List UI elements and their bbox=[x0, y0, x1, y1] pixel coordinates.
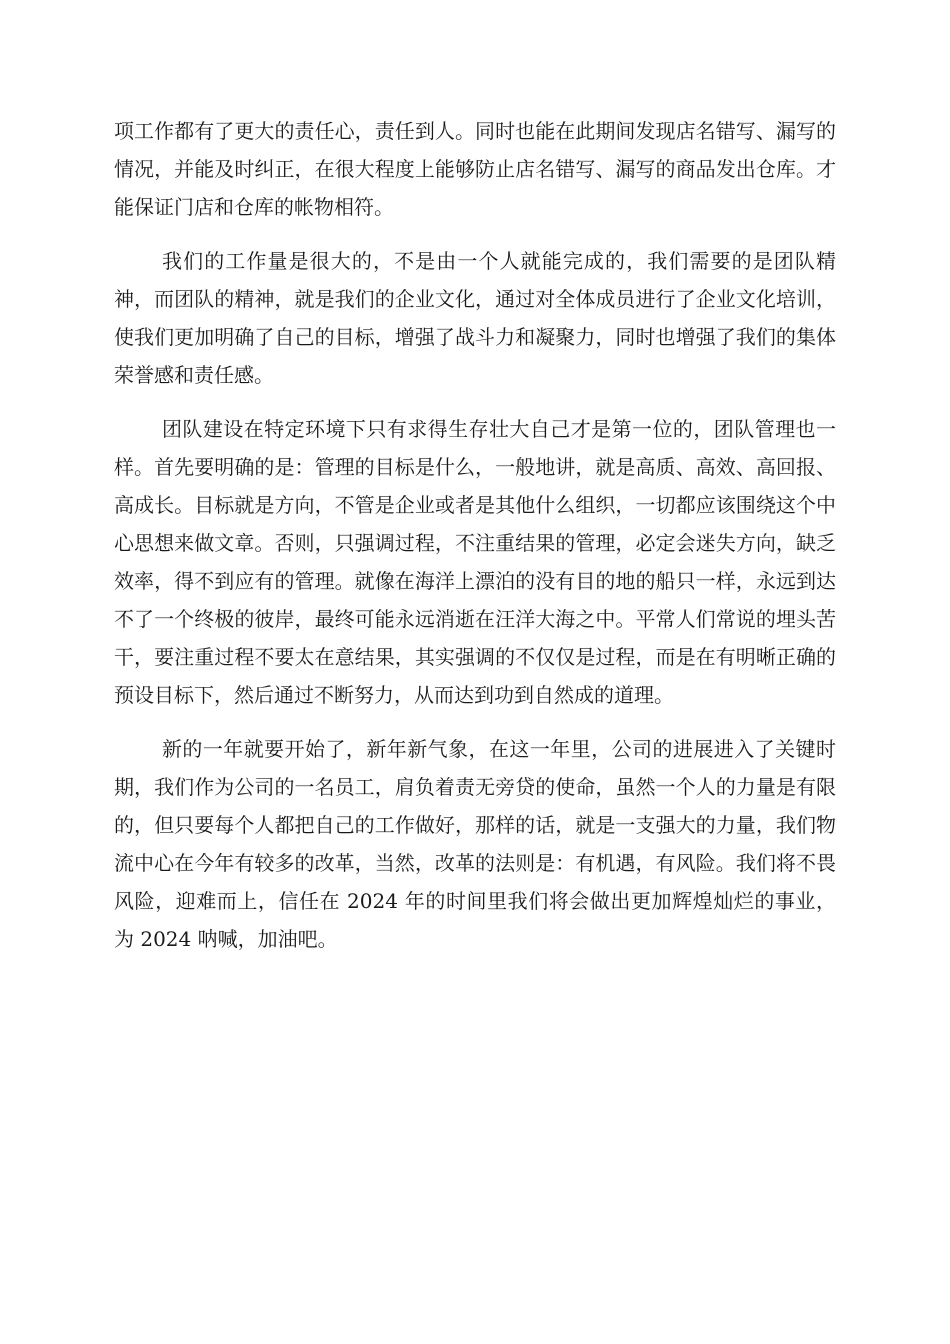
paragraph-new-year: 新的一年就要开始了，新年新气象，在这一年里，公司的进展进入了关键时期，我们作为公司的一名员工，肩负着责无旁贷的使命，虽然一个人的力量是有限的，但只要每个人都把自己的工作做好，那样的话，就是一支强大的力量，我们物流中心在今年有较多的改革，当然，改革的法则是：有机遇，有风险。我们将不畏风险，迎难而上，信任在 2024 年的时间里我们将会做出更加辉煌灿烂的事业，为 2024 呐喊，加油吧。 bbox=[114, 737, 836, 951]
document-body bbox=[114, 112, 836, 974]
paragraph-team-management: 团队建设在特定环境下只有求得生存壮大自己才是第一位的，团队管理也一样。首先要明确的是：管理的目标是什么，一般地讲，就是高质、高效、高回报、高成长。目标就是方向，不管是企业或者是其他什么组织，一切都应该围绕这个中心思想来做文章。否则，只强调过程，不注重结果的管理，必定会迷失方向，缺乏效率，得不到应有的管理。就像在海洋上漂泊的没有目的地的船只一样，永远到达不了一个终极的彼岸，最终可能永远消逝在汪洋大海之中。平常人们常说的埋头苦干，要注重过程不要太在意结果，其实强调的不仅仅是过程，而是在有明晰正确的预设目标下，然后通过不断努力，从而达到功到自然成的道理。 bbox=[114, 417, 836, 707]
paragraph-team-spirit: 我们的工作量是很大的，不是由一个人就能完成的，我们需要的是团队精神，而团队的精神，就是我们的企业文化，通过对全体成员进行了企业文化培训，使我们更加明确了自己的目标，增强了战斗力和凝聚力，同时也增强了我们的集体荣誉感和责任感。 bbox=[114, 249, 836, 387]
paragraph-continuation: 项工作都有了更大的责任心，责任到人。同时也能在此期间发现店名错写、漏写的情况，并能及时纠正，在很大程度上能够防止店名错写、漏写的商品发出仓库。才能保证门店和仓库的帐物相符。 bbox=[114, 119, 836, 219]
